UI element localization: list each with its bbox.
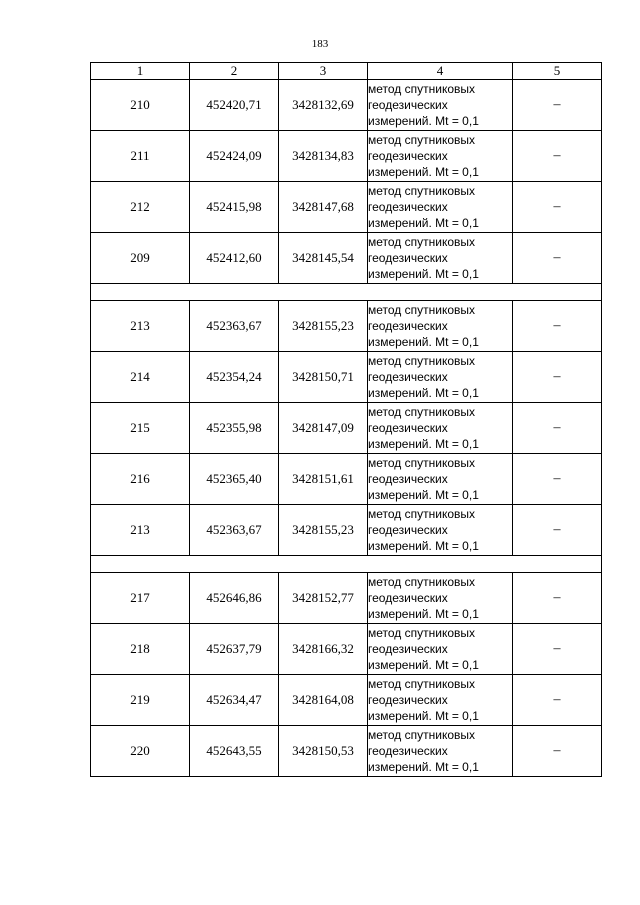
method-line: измерений. Mt = 0,1 [368, 539, 479, 553]
method-cell [368, 454, 513, 505]
method-line: метод спутниковых [368, 626, 476, 640]
method-line: измерений. Mt = 0,1 [368, 607, 479, 621]
x-coordinate-cell: 452643,55 [190, 726, 279, 777]
table-body [91, 80, 602, 777]
x-coordinate-cell: 452365,40 [190, 454, 279, 505]
point-id-cell: 212 [91, 182, 190, 233]
table-row [91, 454, 602, 505]
coordinates-table [90, 62, 602, 777]
note-cell: – [513, 675, 602, 726]
table-row [91, 573, 602, 624]
note-cell: – [513, 726, 602, 777]
method-line: геодезических [368, 744, 448, 758]
x-coordinate-cell: 452420,71 [190, 80, 279, 131]
method-line: геодезических [368, 98, 448, 112]
y-coordinate-cell: 3428145,54 [279, 233, 368, 284]
method-line: метод спутниковых [368, 235, 476, 249]
method-line: геодезических [368, 251, 448, 265]
method-cell [368, 80, 513, 131]
separator-cell [91, 556, 602, 573]
method-line: геодезических [368, 421, 448, 435]
method-line: метод спутниковых [368, 133, 476, 147]
x-coordinate-cell: 452646,86 [190, 573, 279, 624]
header-col-2: 2 [190, 63, 279, 80]
table-row [91, 505, 602, 556]
note-cell: – [513, 403, 602, 454]
x-coordinate-cell: 452363,67 [190, 505, 279, 556]
point-id-cell: 210 [91, 80, 190, 131]
method-line: метод спутниковых [368, 405, 476, 419]
table-row [91, 233, 602, 284]
y-coordinate-cell: 3428151,61 [279, 454, 368, 505]
header-col-3: 3 [279, 63, 368, 80]
method-cell [368, 301, 513, 352]
table-row [91, 131, 602, 182]
method-cell [368, 131, 513, 182]
header-col-5: 5 [513, 63, 602, 80]
method-line: измерений. Mt = 0,1 [368, 658, 479, 672]
note-cell: – [513, 80, 602, 131]
note-cell: – [513, 131, 602, 182]
table-header-row [91, 63, 602, 80]
method-line: метод спутниковых [368, 456, 476, 470]
method-cell [368, 505, 513, 556]
point-id-cell: 213 [91, 301, 190, 352]
y-coordinate-cell: 3428164,08 [279, 675, 368, 726]
method-cell [368, 403, 513, 454]
method-line: геодезических [368, 149, 448, 163]
y-coordinate-cell: 3428147,68 [279, 182, 368, 233]
x-coordinate-cell: 452363,67 [190, 301, 279, 352]
method-line: геодезических [368, 642, 448, 656]
table-row [91, 403, 602, 454]
table-row [91, 726, 602, 777]
table-row [91, 301, 602, 352]
note-cell: – [513, 573, 602, 624]
method-line: измерений. Mt = 0,1 [368, 216, 479, 230]
method-cell [368, 352, 513, 403]
method-line: метод спутниковых [368, 507, 476, 521]
note-cell: – [513, 624, 602, 675]
y-coordinate-cell: 3428150,53 [279, 726, 368, 777]
x-coordinate-cell: 452355,98 [190, 403, 279, 454]
method-line: измерений. Mt = 0,1 [368, 437, 479, 451]
note-cell: – [513, 454, 602, 505]
x-coordinate-cell: 452415,98 [190, 182, 279, 233]
method-line: метод спутниковых [368, 303, 476, 317]
method-line: метод спутниковых [368, 677, 476, 691]
point-id-cell: 215 [91, 403, 190, 454]
x-coordinate-cell: 452634,47 [190, 675, 279, 726]
point-id-cell: 218 [91, 624, 190, 675]
method-line: измерений. Mt = 0,1 [368, 165, 479, 179]
note-cell: – [513, 182, 602, 233]
method-line: измерений. Mt = 0,1 [368, 488, 479, 502]
table-row [91, 80, 602, 131]
method-line: измерений. Mt = 0,1 [368, 114, 479, 128]
method-line: геодезических [368, 319, 448, 333]
x-coordinate-cell: 452637,79 [190, 624, 279, 675]
method-cell [368, 233, 513, 284]
x-coordinate-cell: 452354,24 [190, 352, 279, 403]
point-id-cell: 213 [91, 505, 190, 556]
table-row [91, 624, 602, 675]
page-number: 183 [311, 38, 329, 50]
table-row [91, 182, 602, 233]
y-coordinate-cell: 3428150,71 [279, 352, 368, 403]
header-col-4: 4 [368, 63, 513, 80]
method-line: геодезических [368, 523, 448, 537]
note-cell: – [513, 505, 602, 556]
method-line: измерений. Mt = 0,1 [368, 709, 479, 723]
method-line: метод спутниковых [368, 728, 476, 742]
method-cell [368, 573, 513, 624]
point-id-cell: 214 [91, 352, 190, 403]
y-coordinate-cell: 3428155,23 [279, 505, 368, 556]
point-id-cell: 209 [91, 233, 190, 284]
header-col-1: 1 [91, 63, 190, 80]
table-row [91, 675, 602, 726]
method-line: измерений. Mt = 0,1 [368, 760, 479, 774]
method-line: геодезических [368, 200, 448, 214]
separator-cell [91, 284, 602, 301]
point-id-cell: 220 [91, 726, 190, 777]
method-line: геодезических [368, 370, 448, 384]
y-coordinate-cell: 3428152,77 [279, 573, 368, 624]
method-cell [368, 182, 513, 233]
y-coordinate-cell: 3428147,09 [279, 403, 368, 454]
point-id-cell: 211 [91, 131, 190, 182]
point-id-cell: 219 [91, 675, 190, 726]
method-line: геодезических [368, 591, 448, 605]
note-cell: – [513, 301, 602, 352]
method-cell [368, 726, 513, 777]
method-line: метод спутниковых [368, 575, 476, 589]
method-cell [368, 675, 513, 726]
method-line: измерений. Mt = 0,1 [368, 267, 479, 281]
y-coordinate-cell: 3428155,23 [279, 301, 368, 352]
method-line: геодезических [368, 693, 448, 707]
table-row [91, 352, 602, 403]
method-line: измерений. Mt = 0,1 [368, 335, 479, 349]
method-line: метод спутниковых [368, 184, 476, 198]
method-line: геодезических [368, 472, 448, 486]
method-line: метод спутниковых [368, 82, 476, 96]
y-coordinate-cell: 3428134,83 [279, 131, 368, 182]
point-id-cell: 216 [91, 454, 190, 505]
x-coordinate-cell: 452424,09 [190, 131, 279, 182]
method-line: измерений. Mt = 0,1 [368, 386, 479, 400]
group-separator-row [91, 556, 602, 573]
group-separator-row [91, 284, 602, 301]
point-id-cell: 217 [91, 573, 190, 624]
note-cell: – [513, 233, 602, 284]
method-cell [368, 624, 513, 675]
note-cell: – [513, 352, 602, 403]
method-line: метод спутниковых [368, 354, 476, 368]
y-coordinate-cell: 3428132,69 [279, 80, 368, 131]
x-coordinate-cell: 452412,60 [190, 233, 279, 284]
y-coordinate-cell: 3428166,32 [279, 624, 368, 675]
